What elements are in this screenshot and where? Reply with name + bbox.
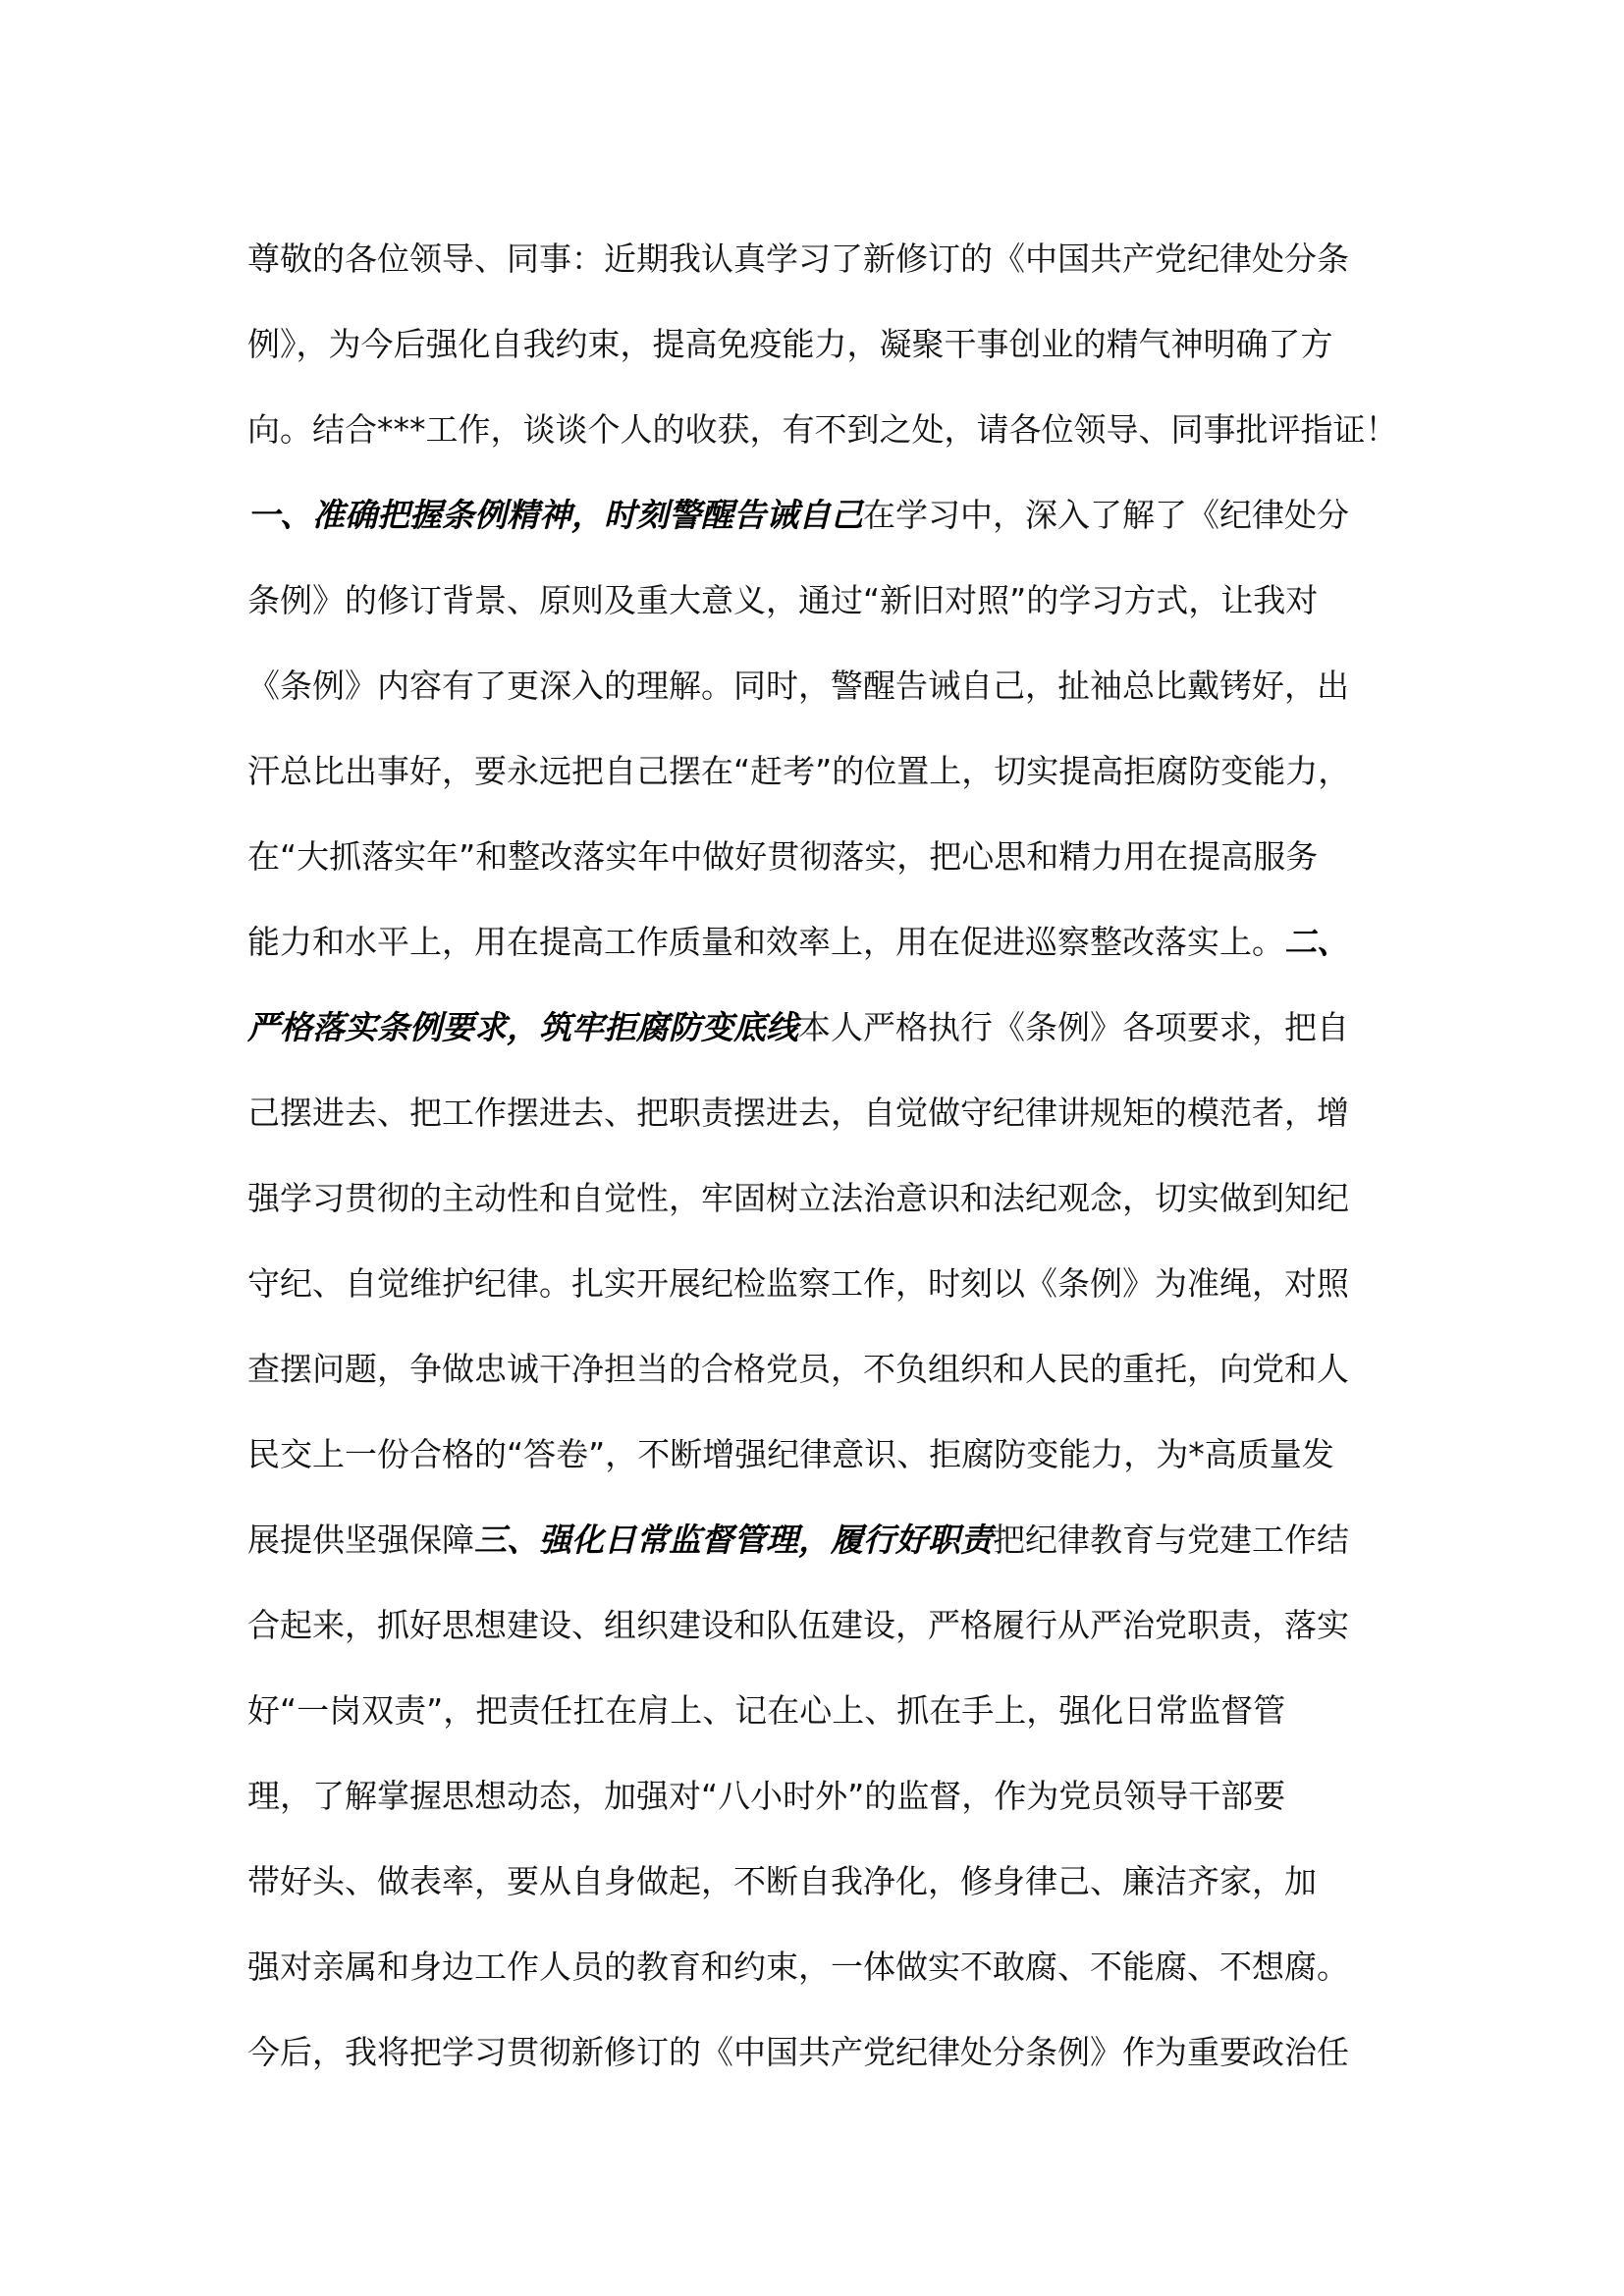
body-text-segment: 好“一岗双责”，把责任扛在肩上、记在心上、抓在手上，强化日常监督管: [247, 1691, 1286, 1730]
text-line: [247, 1582, 1386, 1668]
section-heading: 一、准确把握条例精神，时刻警醒告诫自己: [247, 496, 863, 534]
body-text-segment: 展提供坚强保障: [247, 1521, 474, 1559]
section-heading: 二、: [1284, 923, 1349, 961]
text-line: [247, 1155, 1386, 1241]
body-text-segment: 条例》的修订背景、原则及重大意义，通过“新旧对照”的学习方式，让我对: [247, 581, 1319, 619]
text-line: [247, 1326, 1386, 1412]
text-line: [247, 899, 1386, 985]
text-line: [247, 1668, 1386, 1753]
section-heading: 三、强化日常监督管理，履行好职责: [474, 1521, 993, 1559]
body-text-segment: 今后，我将把学习贯彻新修订的《中国共产党纪律处分条例》作为重要政治任: [247, 2033, 1349, 2071]
body-text-segment: 理，了解掌握思想动态，加强对“八小时外”的监督，作为党员领导干部要: [247, 1777, 1286, 1815]
document-body: [247, 216, 1398, 2095]
text-line: [247, 1753, 1386, 1839]
text-line: [247, 216, 1386, 301]
body-text-segment: 查摆问题，争做忠诚干净担当的合格党员，不负组织和人民的重托，向党和人: [247, 1350, 1349, 1388]
body-text-segment: 《条例》内容有了更深入的理解。同时，警醒告诫自己，扯袖总比戴铐好，出: [247, 667, 1349, 705]
body-text-segment: 民交上一份合格的“答卷”，不断增强纪律意识、拒腐防变能力，为*高质量发: [247, 1435, 1334, 1473]
body-text-segment: 守纪、自觉维护纪律。扎实开展纪检监察工作，时刻以《条例》为准绳，对照: [247, 1264, 1349, 1303]
text-line: [247, 1412, 1386, 1497]
text-line: [247, 1839, 1386, 1924]
body-text-segment: 在“大抓落实年”和整改落实年中做好贯彻落实，把心思和精力用在提高服务: [247, 837, 1319, 876]
text-line: [247, 301, 1386, 387]
body-text-segment: 己摆进去、把工作摆进去、把职责摆进去，自觉做守纪律讲规矩的模范者，增: [247, 1094, 1349, 1132]
text-line: [247, 1924, 1386, 2009]
text-line: [247, 387, 1398, 472]
body-text-segment: 合起来，抓好思想建设、组织建设和队伍建设，严格履行从严治党职责，落实: [247, 1606, 1349, 1644]
section-heading: 严格落实条例要求，筑牢拒腐防变底线: [247, 1008, 798, 1046]
body-text-segment: 强学习贯彻的主动性和自觉性，牢固树立法治意识和法纪观念，切实做到知纪: [247, 1179, 1349, 1217]
text-line: [247, 814, 1386, 899]
body-text-segment: 在学习中，深入了解了《纪律处分: [863, 496, 1349, 534]
body-text-segment: 强对亲属和身边工作人员的教育和约束，一体做实不敢腐、不能腐、不想腐。: [247, 1948, 1349, 1986]
text-line: [247, 1497, 1386, 1582]
body-text-segment: 把纪律教育与党建工作结: [993, 1521, 1349, 1559]
body-text-segment: 向。结合***工作，谈谈个人的收获，有不到之处，请各位领导、同事批评指证！: [247, 410, 1398, 449]
text-line: [247, 2009, 1386, 2095]
text-line: [247, 558, 1386, 643]
text-line: [247, 985, 1386, 1070]
text-line: [247, 643, 1386, 728]
body-text-segment: 带好头、做表率，要从自身做起，不断自我净化，修身律己、廉洁齐家，加: [247, 1862, 1317, 1900]
body-text-segment: 能力和水平上，用在提高工作质量和效率上，用在促进巡察整改落实上。: [247, 923, 1284, 961]
text-line: [247, 1070, 1386, 1155]
body-text-segment: 尊敬的各位领导、同事：近期我认真学习了新修订的《中国共产党纪律处分条: [247, 240, 1349, 278]
body-text-segment: 本人严格执行《条例》各项要求，把自: [798, 1008, 1349, 1046]
text-line: [247, 728, 1386, 814]
body-text-segment: 例》，为今后强化自我约束，提高免疫能力，凝聚干事创业的精气神明确了方: [247, 325, 1333, 363]
body-text-segment: 汗总比出事好，要永远把自己摆在“赶考”的位置上，切实提高拒腐防变能力，: [247, 752, 1351, 790]
text-line: [247, 1241, 1386, 1326]
text-line: [247, 472, 1386, 558]
